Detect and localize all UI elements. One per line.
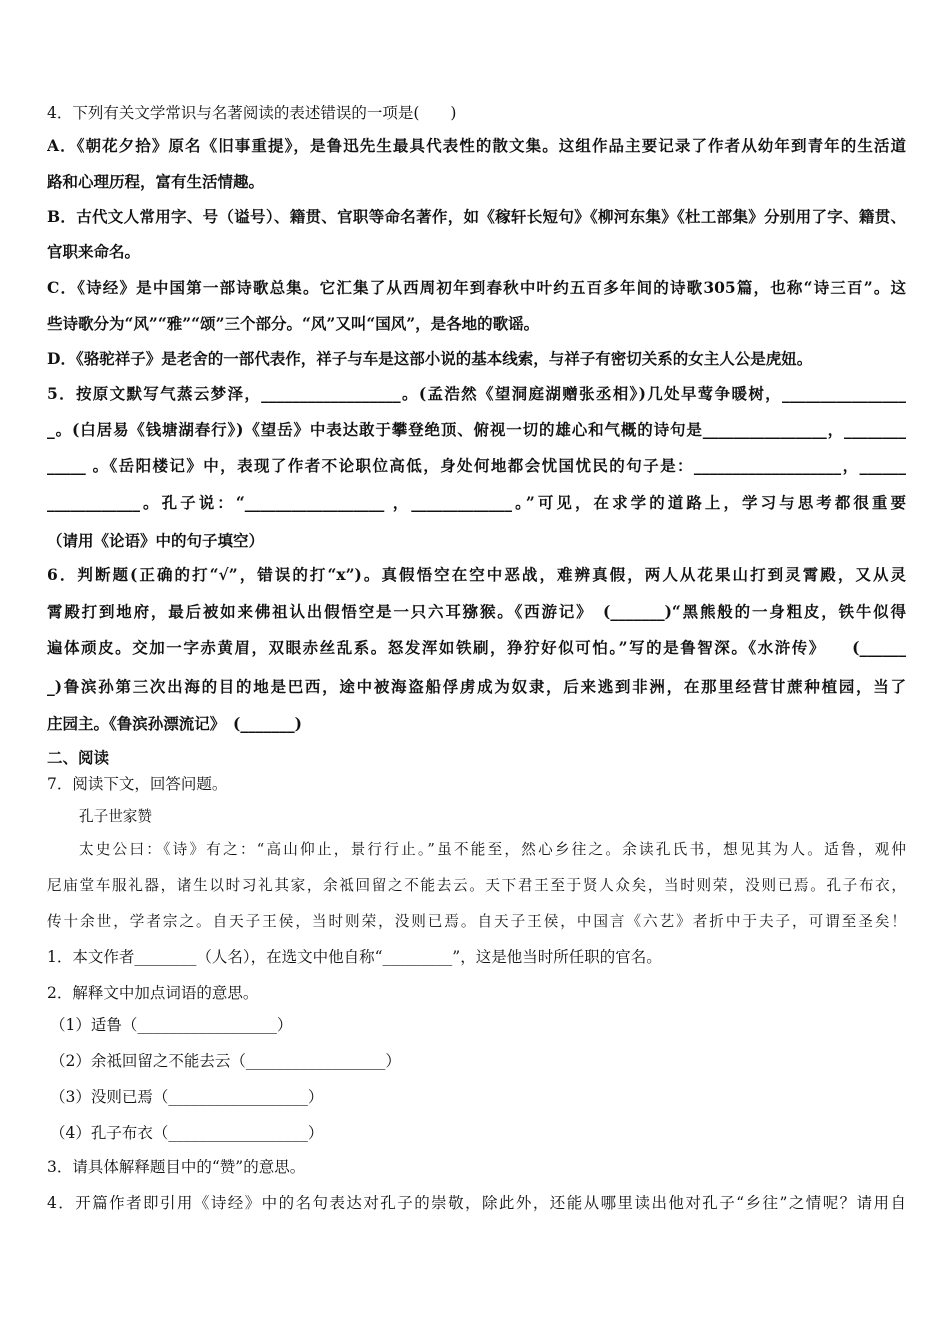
- q7-sub3: 3．请具体解释题目中的“赞”的意思。: [47, 1158, 306, 1176]
- q4-option-b-line1: B．古代文人常用字、号（谥号）、籍贯、官职等命名著作，如《稼轩长短句》《柳河东集》《杜工部集》分别用了字、籍贯、: [47, 207, 906, 226]
- q4-option-b-line2: 官职来命名。: [47, 242, 141, 261]
- q4-option-a-line1: A．《朝花夕拾》原名《旧事重提》，是鲁迅先生最具代表性的散文集。这组作品主要记录了作者从幼年到青年的生活道: [47, 136, 906, 155]
- q7-sub2: 2．解释文中加点词语的意思。: [47, 984, 259, 1002]
- q6-line4: _)鲁滨孙第三次出海的目的地是巴西，途中被海盗船俘虏成为奴隶，后来逃到非洲，在那里经营甘蔗种植园，当了: [47, 677, 906, 696]
- q7-sub1: 1．本文作者________（人名），在选文中他自称“_________”，这是他当时所任职的官名。: [47, 948, 662, 966]
- q7-sub2-item2: （2）余祗回留之不能去云（__________________）: [50, 1052, 401, 1070]
- q7-sub2-item3: （3）没则已焉（__________________）: [50, 1088, 324, 1106]
- q4-option-a-line2: 路和心理历程，富有生活情趣。: [47, 172, 265, 191]
- q5-line1: 5．按原文默写气蒸云梦泽，__________________。(孟浩然《望洞庭湖赠张丞相》)几处早莺争暖树，________________: [47, 384, 906, 403]
- passage-paragraph-line3: 传十余世，学者宗之。自天子王侯，当时则荣，没则已焉。自天子王侯，中国言《六艺》者折中于夫子，可谓至圣矣！: [47, 913, 906, 930]
- section-reading-heading: 二、阅读: [47, 748, 110, 767]
- q7-stem: 7．阅读下文，回答问题。: [47, 775, 228, 793]
- q5-line2: _。(白居易《钱塘湖春行》)《望岳》中表达敢于攀登绝顶、俯视一切的雄心和气概的诗句是________________，________: [47, 420, 906, 439]
- q4-option-c-line2: 些诗歌分为“风”“雅”“颂”三个部分。“风”又叫“国风”，是各地的歌谣。: [47, 314, 540, 333]
- q6-line1: 6．判断题(正确的打“√”，错误的打“x”)。真假悟空在空中恶战，难辨真假，两人从花果山打到灵霄殿，又从灵: [47, 565, 906, 584]
- q7-sub4: 4．开篇作者即引用《诗经》中的名句表达对孔子的崇敬，除此外，还能从哪里读出他对孔子“乡往”之情呢？请用自: [47, 1194, 906, 1212]
- passage-paragraph-line1: 太史公曰：《诗》有之：“高山仰止，景行行止。”虽不能至，然心乡往之。余读孔氏书，想见其为人。适鲁，观仲: [79, 841, 906, 858]
- q4-option-c-line1: C．《诗经》是中国第一部诗歌总集。它汇集了从西周初年到春秋中叶约五百多年间的诗歌305篇，也称“诗三百”。这: [47, 278, 906, 297]
- q4-option-d-line1: D．《骆驼祥子》是老舍的一部代表作，祥子与车是这部小说的基本线索，与祥子有密切关系的女主人公是虎妞。: [47, 349, 813, 368]
- q4-stem: 4．下列有关文学常识与名著阅读的表述错误的一项是( ): [47, 104, 457, 122]
- q6-line2: 霄殿打到地府，最后被如来佛祖认出假悟空是一只六耳猕猴。《西游记》 (_______)“黑熊般的一身粗皮，铁牛似得: [47, 602, 906, 621]
- q6-line3: 遍体顽皮。交加一字赤黄眉，双眼赤丝乱系。怒发浑如铁刷，狰狞好似可怕。”写的是鲁智深。《水浒传》 (______: [47, 638, 906, 657]
- q7-sub2-item1: （1）适鲁（__________________）: [50, 1016, 293, 1034]
- q6-line5: 庄园主。《鲁滨孙漂流记》 (_______): [47, 714, 302, 733]
- q7-sub2-item4: （4）孔子布衣（__________________）: [50, 1124, 324, 1142]
- q5-line5: （请用《论语》中的句子填空）: [47, 531, 265, 550]
- q5-line4: ____________。孔子说：“__________________ ，_____________。”可见，在求学的道路上，学习与思考都很重要: [47, 493, 906, 512]
- q5-line3: _____ 。《岳阳楼记》中，表现了作者不论职位高低，身处何地都会忧国忧民的句子是：___________________，______: [47, 456, 906, 475]
- passage-title: 孔子世家赞: [79, 808, 152, 825]
- passage-paragraph-line2: 尼庙堂车服礼器，诸生以时习礼其家，余祗回留之不能去云。天下君王至于贤人众矣，当时则荣，没则已焉。孔子布衣，: [47, 877, 906, 894]
